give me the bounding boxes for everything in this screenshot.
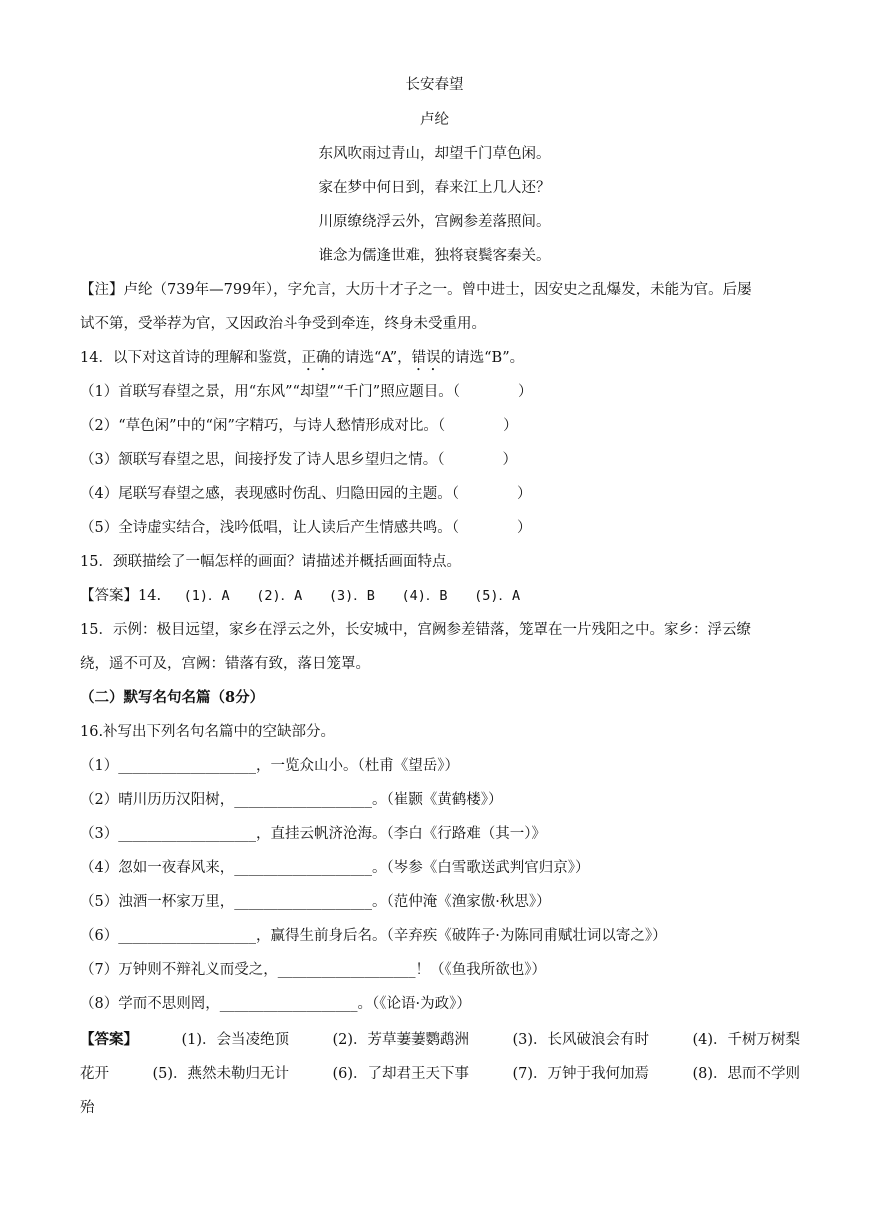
question-15-stem: 15．颈联描绘了一幅怎样的画面？请描述并概括画面特点。: [80, 554, 461, 570]
q16-item-8: （8）学而不思则罔，___________________。（《论语·为政》）: [80, 996, 471, 1012]
q14-item-4: （4）尾联写春望之感，表现感时伤乱、归隐田园的主题。（ ）: [80, 486, 532, 502]
q16-item-3: （3）___________________，直挂云帆济沧海。（李白《行路难（其一）》: [80, 826, 546, 842]
answer-label: 【答案】14.: [80, 588, 162, 604]
poem-line-4: 谁念为儒逢世难，独将衰鬓客秦关。: [318, 248, 551, 264]
answer-16-item: (6)．了却君王天下事: [332, 1066, 469, 1082]
answer-16-item: 花开: [80, 1066, 109, 1082]
poem-author: 卢纶: [420, 112, 449, 128]
answer-16-item: (3)．长风破浪会有时: [512, 1032, 649, 1048]
note-line-2: 试不第，受举荐为官，又因政治斗争受到牵连，终身未受重用。: [80, 316, 486, 332]
q16-item-2: （2）晴川历历汉阳树，___________________。（崔颢《黄鹤楼》）: [80, 792, 503, 808]
answer-16-item: (8)．思而不学则: [692, 1066, 800, 1082]
answer-16-row-1: [80, 1030, 800, 1050]
answer-14-item: (3)．B: [328, 588, 375, 604]
answer-14-item: (1)．A: [183, 588, 230, 604]
answer-16-row-3: 殆: [80, 1100, 95, 1116]
note-line-1: 【注】卢纶（739年—799年），字允言，大历十才子之一。曾中进士，因安史之乱爆发，未能为官。后屡: [80, 282, 752, 298]
poem-line-2: 家在梦中何日到，春来江上几人还？: [318, 180, 551, 196]
poem-line-1: 东风吹雨过青山，却望千门草色闲。: [318, 146, 551, 162]
q16-item-6: （6）___________________，赢得生前身后名。（辛弃疾《破阵子·为陈同甫赋壮词以寄之》）: [80, 928, 667, 944]
section-heading: （二）默写名句名篇（8分）: [80, 689, 265, 706]
answer-16-row-2: [80, 1064, 800, 1084]
answer-16-item: (2)．芳草萋萋鹦鹉洲: [332, 1032, 469, 1048]
q14-prefix: 14．以下对这首诗的理解和鉴赏，: [80, 350, 302, 366]
q14-item-2: （2）“草色闲”中的“闲”字精巧，与诗人愁情形成对比。（ ）: [80, 418, 518, 434]
q14-middle: 的请选“A”，: [330, 350, 412, 366]
q16-item-1: （1）___________________，一览众山小。（杜甫《望岳》）: [80, 758, 459, 774]
poem-title: 长安春望: [405, 77, 464, 93]
answer-16-item: (1)．会当凌绝顶: [181, 1032, 289, 1048]
answer-14: [80, 586, 800, 606]
poem-line-3: 川原缭绕浮云外，宫阙参差落照间。: [318, 214, 551, 230]
q14-suffix: 的请选“B”。: [440, 350, 525, 366]
q14-item-5: （5）全诗虚实结合，浅吟低唱，让人读后产生情感共鸣。（ ）: [80, 520, 532, 536]
q14-wrong: 错误: [411, 350, 441, 366]
answer-16-item: (5)．燕然未勒归无计: [152, 1066, 289, 1082]
q16-item-4: （4）忽如一夜春风来，___________________。（岑参《白雪歌送武判官归京》）: [80, 860, 590, 876]
answer-16-item: (4)．千树万树梨: [692, 1032, 800, 1048]
answer-label: 【答案】: [80, 1031, 138, 1048]
answer-15-line-2: 绕，遥不可及，宫阙：错落有致，落日笼罩。: [80, 656, 370, 672]
answer-14-item: (5)．A: [474, 588, 521, 604]
q16-item-7: （7）万钟则不辩礼义而受之，___________________！（《鱼我所欲也》）: [80, 962, 546, 978]
answer-14-item: (2)．A: [256, 588, 303, 604]
question-14-stem: [80, 348, 800, 374]
q16-item-5: （5）浊酒一杯家万里，___________________。（范仲淹《渔家傲·秋思》）: [80, 894, 551, 910]
answer-14-item: (4)．B: [401, 588, 448, 604]
answer-15-line-1: 15．示例：极目远望，家乡在浮云之外，长安城中，宫阙参差错落，笼罩在一片残阳之中。家乡：浮云缭: [80, 622, 751, 638]
answer-16-item: (7)．万钟于我何加焉: [512, 1066, 649, 1082]
q14-item-3: （3）颔联写春望之思，间接抒发了诗人思乡望归之情。（ ）: [80, 452, 517, 468]
q14-item-1: （1）首联写春望之景，用“东风”“却望”“千门”照应题目。（ ）: [80, 384, 533, 400]
question-16-stem: 16.补写出下列名句名篇中的空缺部分。: [80, 724, 336, 740]
q14-correct: 正确: [301, 350, 331, 366]
